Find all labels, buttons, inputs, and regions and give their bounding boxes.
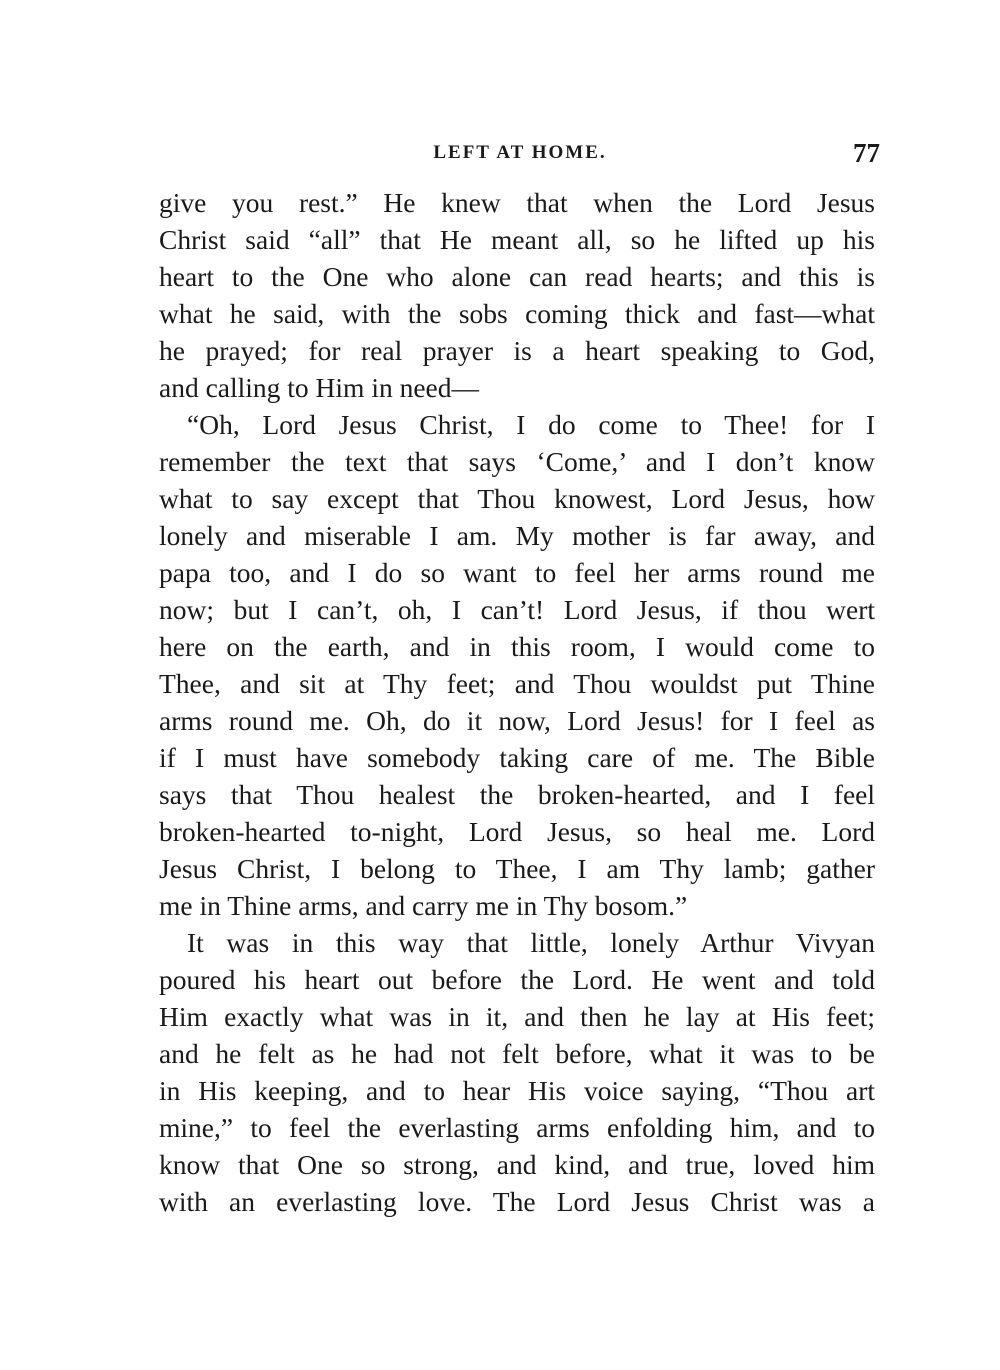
text-line: Thee, and sit at Thy feet; and Thou wouldst put Thine — [159, 668, 875, 699]
text-line: what to say except that Thou knowest, Lord Jesus, how — [159, 483, 875, 514]
text-line: remember the text that says ‘Come,’ and I don’t know — [159, 446, 875, 477]
text-line: heart to the One who alone can read hearts; and this is — [159, 261, 875, 292]
text-line: Christ said “all” that He meant all, so he lifted up his — [159, 224, 875, 255]
text-line: papa too, and I do so want to feel her arms round me — [159, 557, 875, 588]
text-line: in His keeping, and to hear His voice saying, “Thou art — [159, 1075, 875, 1106]
text-line: Him exactly what was in it, and then he lay at His feet; — [159, 1001, 875, 1032]
text-line: he prayed; for real prayer is a heart speaking to God, — [159, 335, 875, 366]
text-line: “Oh, Lord Jesus Christ, I do come to Thee! for I — [187, 409, 875, 440]
text-line: with an everlasting love. The Lord Jesus Christ was a — [159, 1186, 875, 1217]
text-line: poured his heart out before the Lord. He went and told — [159, 964, 875, 995]
text-line: mine,” to feel the everlasting arms enfolding him, and to — [159, 1112, 875, 1143]
body-text — [159, 184, 875, 1220]
text-line: here on the earth, and in this room, I would come to — [159, 631, 875, 662]
text-line: It was in this way that little, lonely Arthur Vivyan — [187, 927, 875, 958]
text-line: know that One so strong, and kind, and true, loved him — [159, 1149, 875, 1180]
text-line: now; but I can’t, oh, I can’t! Lord Jesus, if thou wert — [159, 594, 875, 625]
text-line: and he felt as he had not felt before, what it was to be — [159, 1038, 875, 1069]
text-line: lonely and miserable I am. My mother is far away, and — [159, 520, 875, 551]
running-title: LEFT AT HOME. — [433, 142, 607, 163]
text-line: Jesus Christ, I belong to Thee, I am Thy lamb; gather — [159, 853, 875, 884]
text-line: give you rest.” He knew that when the Lord Jesus — [159, 187, 875, 218]
page-number: 77 — [853, 138, 880, 168]
text-line: broken-hearted to-night, Lord Jesus, so heal me. Lord — [159, 816, 875, 847]
text-line: me in Thine arms, and carry me in Thy bosom.” — [159, 890, 688, 921]
running-head — [160, 138, 880, 174]
text-line: and calling to Him in need— — [159, 372, 479, 403]
text-line: says that Thou healest the broken-hearted, and I feel — [159, 779, 875, 810]
text-line: what he said, with the sobs coming thick and fast—what — [159, 298, 875, 329]
text-line: arms round me. Oh, do it now, Lord Jesus! for I feel as — [159, 705, 875, 736]
text-line: if I must have somebody taking care of me. The Bible — [159, 742, 875, 773]
